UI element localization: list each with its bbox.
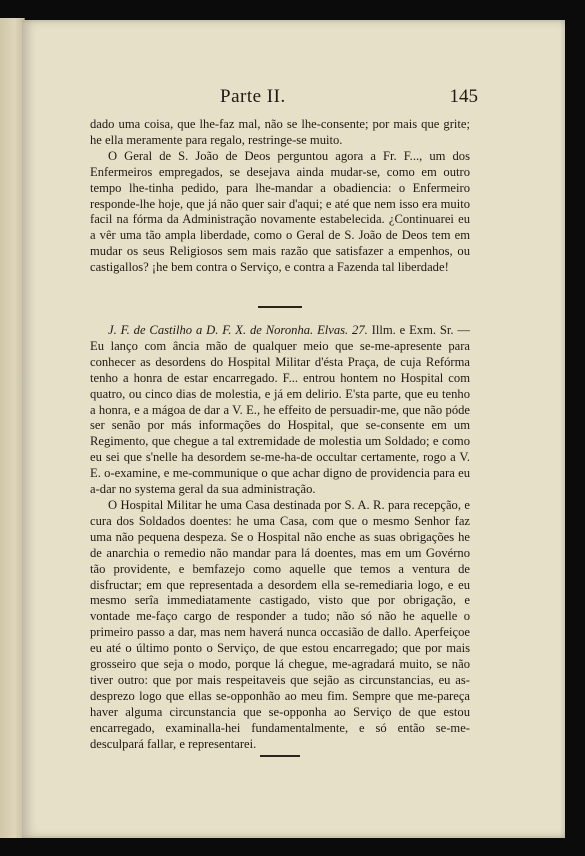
running-head: Parte II. — [220, 86, 286, 107]
section-divider — [258, 306, 302, 308]
paragraph-geral: O Geral de S. João de Deos perguntou agora a Fr. F..., um dos Enfermeiros empregados, se desejava ainda mudar-se, como em outro tempo lhe-tinha pedido, para lhe-mandar a obadiencia: o Enfermeiro responde-lhe hoje, que já não quer sair d'aqui; e até que nem isso era muito facil na fórma da Administração novamente estabelecida. ¿Continuarei eu a vêr uma tão ampla liberdade, como o Geral de S. João de Deos tem em mudar os seus Religiosos sem mais razão que satisfazer a empenhos, ou castigallos? ¡he bem contra o Serviço, e contra a Fazenda tal liberdade! — [90, 148, 470, 275]
paragraph-letter-opening — [90, 323, 470, 498]
closing-divider — [260, 755, 300, 757]
page-header — [22, 84, 565, 114]
paragraph-hospital: O Hospital Militar he uma Casa destinada por S. A. R. para recepção, e cura dos Soldados doentes: he uma Casa, com que o mesmo Senhor faz uma não pequena despeza. Se o Hospital não enche as suas obrigações he de anarchia o remedio não mandar para lá doentes, mas em um Govérno tão providente, e bemfazejo como aquelle que temos a ventura de disfructar; em que representada a desordem ella se-remediaria logo, e eu mesmo serîa immediatamente castigado, visto que por obrigação, e vontade me-faço cargo de responder a tudo; não só não he aquelle o primeiro passo a dar, mas nem haverá nunca occasião de dallo. Aperfeiçoe eu até o último ponto o Serviço, de que estou encarregado; que por mais grosseiro que seja o modo, porque lá chegue, me-agradará muito, se não tiver outro: que por mais respeitaveis que sejão as circunstancias, eu as-desprezo logo que ellas se-opponhão ao meu fim. Sempre que me-pareça haver alguma circunstancia que se-opponha ao Serviço de que estou encarregado, examinalla-hei fundamentalmente, e só então se-me-desculpará fallar, e representarei. — [90, 497, 470, 751]
text-block-top — [90, 117, 470, 276]
page-number: 145 — [449, 86, 478, 107]
paragraph-continuation: dado uma coisa, que lhe-faz mal, não se lhe-consente; por mais que grite; he ella meramente para regalo, restringe-se muito. — [90, 117, 470, 147]
letter-salutation: J. F. de Castilho a D. F. X. de Noronha. Elvas. 27. — [108, 323, 368, 337]
book-page — [22, 20, 565, 838]
text-block-letter — [90, 323, 470, 752]
letter-body: Illm. e Exm. Sr. — Eu lanço com ância mão de qualquer meio que se-me-apresente para conhecer as desordens do Hospital Militar d'ésta Praça, de cuja Refórma tenho a honra de estar encarregado. F... entrou hontem no Hospital com quatro, ou cinco dias de molestia, e já em delirio. E'sta parte, que eu tenho a honra, e a mágoa de dar a V. E., he effeito de persuadir-me, que não póde ser senão por más informações do Hospital, que se-consente em um Regimento, que chegue a tal extremidade de molestia um Soldado; e como eu sei que s'nelle ha desordem se-me-ha-de occultar certamente, rogo a V. E. o-examine, e me-communique o que achar digno de providencia para eu a-dar no systema geral da sua administração. — [90, 323, 470, 497]
